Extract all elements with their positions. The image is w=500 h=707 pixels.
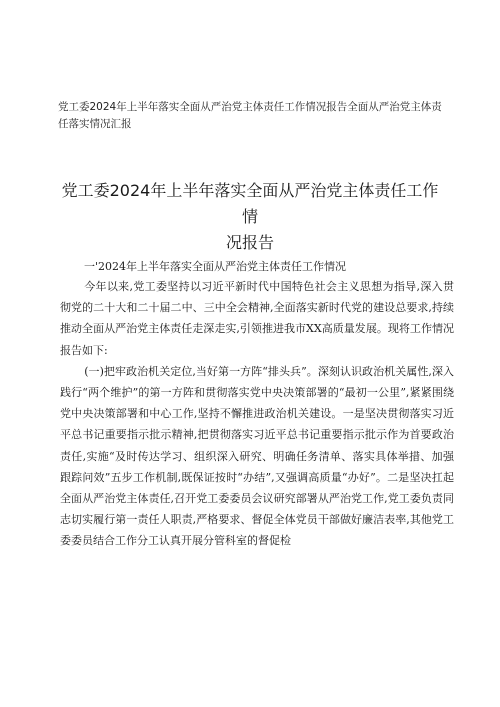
main-title-line-2: 况报告	[225, 233, 274, 252]
section-heading: 一'2024年上半年落实全面从严治党主体责任工作情况	[84, 260, 347, 273]
paragraph-intro: 今年以来,党工委坚持以习近平新时代中国特色社会主义思想为指导,深入贯彻党的二十大和二十届二中、三中全会精神,全面落实新时代党的建设总要求,持续推动全面从严治党主体责任走深走实,引领推进我市XX高质量发展。现将工作情况报告如下:	[60, 280, 454, 357]
main-title-line-1: 党工委2024年上半年落实全面从严治党主体责任工作情	[61, 181, 439, 226]
main-title	[60, 178, 440, 256]
paragraph-political-role: (一)把牢政治机关定位,当好第一方阵“排头兵”。深刻认识政治机关属性,深入践行“两个维护”的第一方阵和贯彻落实党中央决策部署的“最初一公里”,紧紧围绕党中央决策部署和中心工作,坚持不懈推进政治机关建设。一是坚决贯彻落实习近平总书记重要指示批示精神,把贯彻落实习近平总书记重要指示批示作为首要政治责任,实施“及时传达学习、组织深入研究、明确任务清单、落实具体举措、加强跟踪问效”五步工作机制,既保证按时“办结”,又强调高质量“办好”。二是坚决扛起全面从严治党主体责任,召开党工委委员会议研究部署从严治党工作,党工委负责同志切实履行第一责任人职责,严格要求、督促全体党员干部做好廉洁表率,其他党工委委员结合工作分工认真开展分管科室的督促检	[60, 364, 454, 548]
body-text	[60, 276, 454, 552]
document-header-title: 党工委2024年上半年落实全面从严治党主体责任工作情况报告全面从严治党主体责任落实情况汇报	[58, 101, 442, 130]
